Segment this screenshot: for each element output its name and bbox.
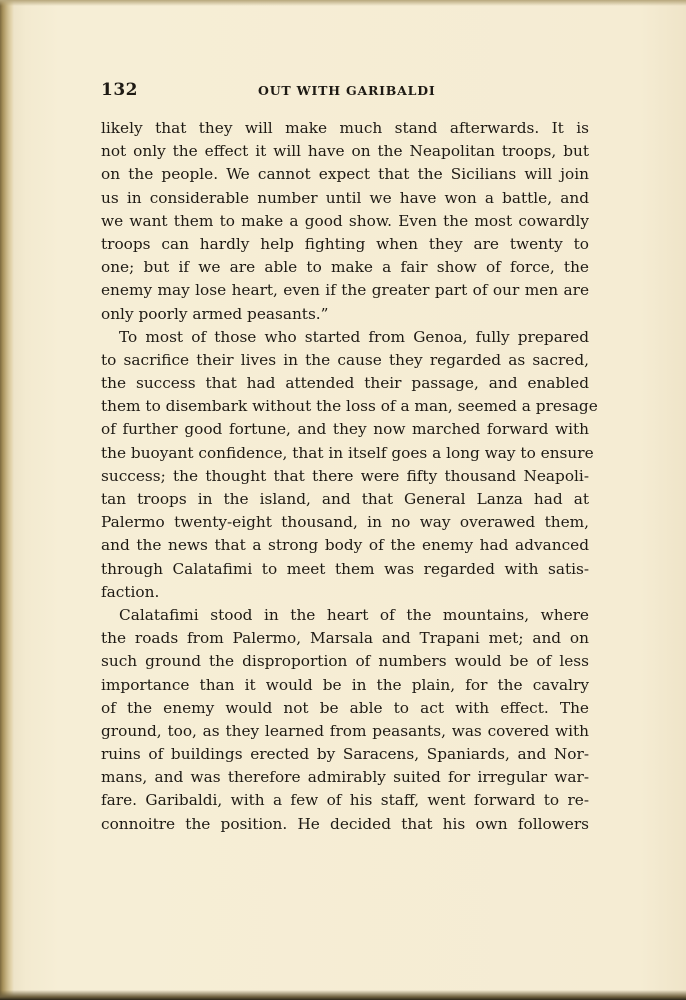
text-line: ruins of buildings erected by Saracens, Spaniards, and Nor-	[101, 745, 589, 764]
text-line: ground, too, as they learned from peasants, was covered with	[101, 721, 589, 740]
paragraph-start-line: To most of those who started from Genoa, fully prepared	[119, 327, 589, 346]
text-line: likely that they will make much stand afterwards. It is	[101, 119, 589, 137]
text-line: Palermo twenty-eight thousand, in no way overawed them,	[101, 513, 589, 532]
text-line: the roads from Palermo, Marsala and Trapani met; and on	[101, 629, 589, 648]
text-line: faction.	[101, 582, 160, 601]
running-head: OUT WITH GARIBALDI	[258, 83, 436, 98]
text-line: through Calatafimi to meet them was regarded with satis-	[101, 559, 589, 578]
text-line: them to disembark without the loss of a man, seemed a presage	[101, 397, 598, 416]
text-line: not only the effect it will have on the Neapolitan troops, but	[101, 142, 589, 161]
text-line: and the news that a strong body of the enemy had advanced	[101, 536, 589, 555]
text-line: mans, and was therefore admirably suited for irregular war-	[101, 768, 589, 787]
page-bottom-edge	[0, 990, 686, 1000]
text-line: success; the thought that there were fifty thousand Neapoli-	[101, 466, 589, 485]
text-line: the success that had attended their passage, and enabled	[101, 374, 589, 393]
text-line: of further good fortune, and they now marched forward with	[101, 420, 589, 439]
page-header	[101, 80, 589, 104]
text-line: fare. Garibaldi, with a few of his staff, went forward to re-	[101, 791, 589, 810]
text-line: the buoyant confidence, that in itself goes a long way to ensure	[101, 443, 594, 462]
page-number: 132	[101, 80, 138, 100]
text-line: connoitre the position. He decided that his own followers	[101, 814, 589, 833]
text-line: of the enemy would not be able to act with effect. The	[101, 698, 589, 717]
paragraph-start-line: Calatafimi stood in the heart of the mountains, where	[119, 605, 589, 624]
text-line: we want them to make a good show. Even the most cowardly	[101, 211, 589, 230]
text-line: us in considerable number until we have won a battle, and	[101, 188, 589, 207]
text-line: such ground the disproportion of numbers would be of less	[101, 652, 589, 671]
text-line: on the people. We cannot expect that the Sicilians will join	[101, 165, 589, 184]
page-binding-shadow	[0, 0, 14, 1000]
text-line: only poorly armed peasants.”	[101, 304, 329, 323]
body-text	[101, 117, 598, 836]
text-line: importance than it would be in the plain, for the cavalry	[101, 675, 589, 694]
text-line: one; but if we are able to make a fair show of force, the	[101, 258, 589, 277]
text-line: enemy may lose heart, even if the greater part of our men are	[101, 281, 589, 300]
page-top-edge	[0, 0, 686, 6]
text-line: tan troops in the island, and that General Lanza had at	[101, 490, 589, 508]
text-line: to sacrifice their lives in the cause they regarded as sacred,	[101, 350, 589, 369]
text-line: troops can hardly help fighting when they are twenty to	[101, 234, 589, 253]
